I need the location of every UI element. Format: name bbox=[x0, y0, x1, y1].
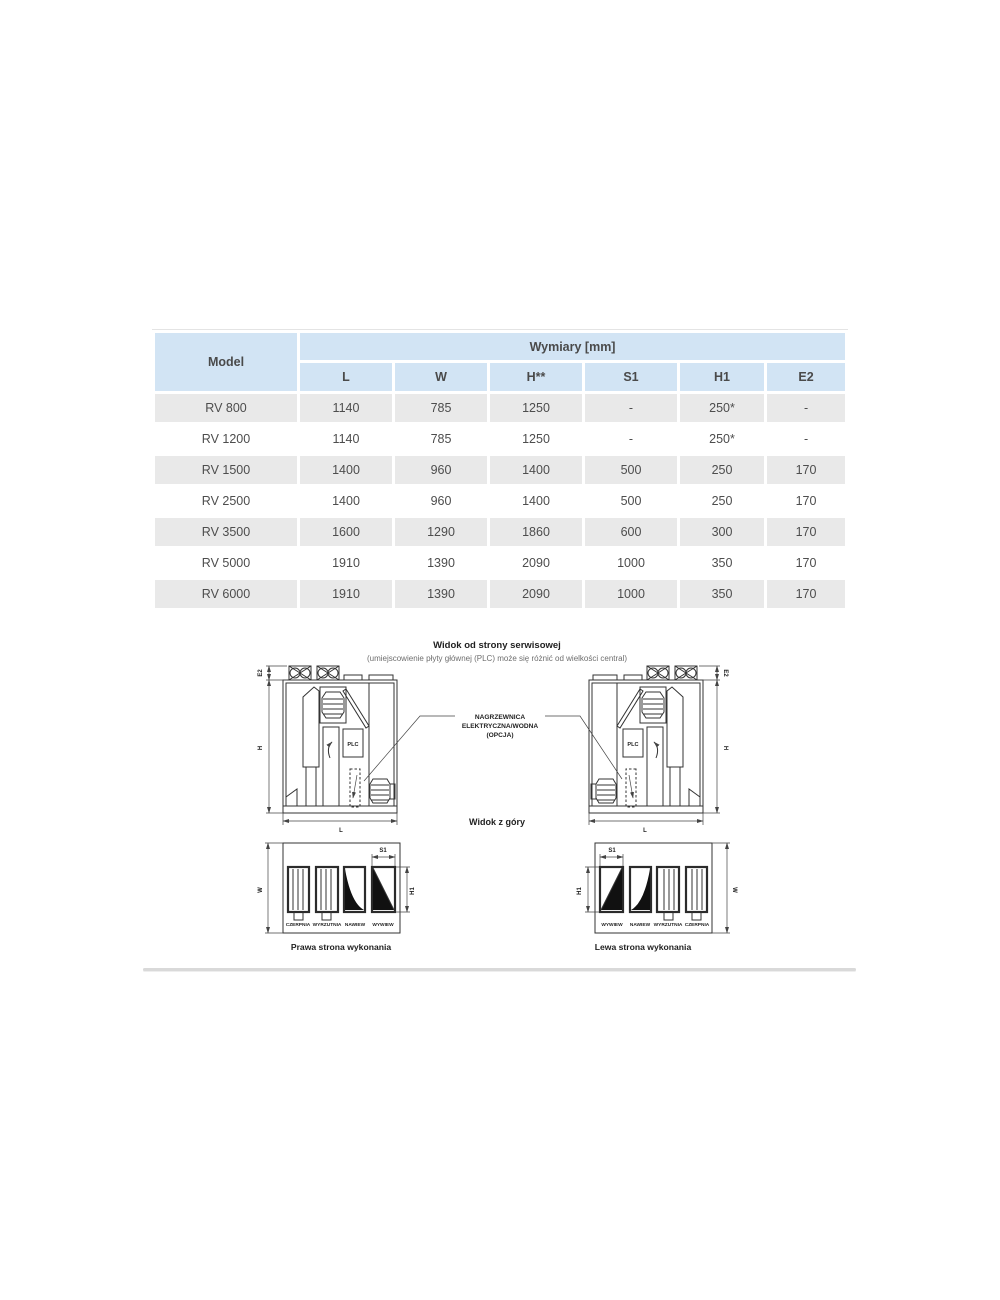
value-cell: 250 bbox=[680, 456, 764, 484]
model-cell: RV 2500 bbox=[155, 487, 297, 515]
dim-s1-right-version: S1 bbox=[379, 848, 387, 854]
dim-w-left-version: W bbox=[731, 887, 737, 893]
port-label: WYRZUTNIA bbox=[312, 923, 342, 928]
dim-s1-left-version: S1 bbox=[608, 848, 616, 854]
table-row bbox=[155, 425, 845, 453]
column-header-l: L bbox=[300, 363, 392, 391]
value-cell: 170 bbox=[767, 487, 845, 515]
table-row bbox=[155, 580, 845, 608]
value-cell: 1390 bbox=[395, 580, 487, 608]
value-cell: 170 bbox=[767, 580, 845, 608]
value-cell: 2090 bbox=[490, 580, 582, 608]
table-row bbox=[155, 487, 845, 515]
heater-label-line1: NAGRZEWNICA bbox=[474, 714, 526, 721]
column-header-e2: E2 bbox=[767, 363, 845, 391]
service-view-right-unit-drawing bbox=[589, 666, 720, 825]
port-label: WYWIEW bbox=[601, 923, 623, 928]
value-cell: 350 bbox=[680, 580, 764, 608]
value-cell: 960 bbox=[395, 456, 487, 484]
top-view-right-version-drawing bbox=[265, 843, 410, 933]
model-column-header: Model bbox=[155, 333, 297, 391]
value-cell: 1910 bbox=[300, 580, 392, 608]
value-cell: 170 bbox=[767, 456, 845, 484]
heater-label-line3: (OPCJA) bbox=[486, 732, 514, 739]
dim-w-right-version: W bbox=[258, 887, 264, 893]
port-label: NAWIEW bbox=[629, 923, 651, 928]
dim-l-right: L bbox=[643, 828, 647, 834]
table-row bbox=[155, 518, 845, 546]
plc-label-left: PLC bbox=[347, 742, 359, 748]
model-cell: RV 800 bbox=[155, 394, 297, 422]
left-version-caption: Lewa strona wykonania bbox=[594, 942, 692, 952]
value-cell: 1600 bbox=[300, 518, 392, 546]
value-cell: 1860 bbox=[490, 518, 582, 546]
value-cell: 1250 bbox=[490, 394, 582, 422]
value-cell: 500 bbox=[585, 456, 677, 484]
dim-h-right: H bbox=[722, 745, 728, 751]
port-label: CZERPNIA bbox=[285, 923, 311, 928]
value-cell: 1400 bbox=[300, 456, 392, 484]
value-cell: 250 bbox=[680, 487, 764, 515]
value-cell: 500 bbox=[585, 487, 677, 515]
dimensions-group-header: Wymiary [mm] bbox=[300, 333, 845, 360]
dim-l-left: L bbox=[339, 828, 343, 834]
value-cell: 785 bbox=[395, 394, 487, 422]
value-cell: 250* bbox=[680, 394, 764, 422]
section-divider bbox=[143, 968, 856, 971]
table-row bbox=[155, 549, 845, 577]
service-view-left-unit-drawing bbox=[266, 666, 397, 825]
value-cell: - bbox=[585, 425, 677, 453]
value-cell: 1400 bbox=[490, 456, 582, 484]
model-cell: RV 1200 bbox=[155, 425, 297, 453]
table-row bbox=[155, 394, 845, 422]
dim-e2-left: E2 bbox=[258, 669, 264, 677]
model-cell: RV 3500 bbox=[155, 518, 297, 546]
port-label: NAWIEW bbox=[344, 923, 366, 928]
service-view-subtitle: (umiejscowienie płyty głównej (PLC) może się różnić od wielkości central) bbox=[366, 654, 628, 663]
service-view-title: Widok od strony serwisowej bbox=[433, 640, 561, 651]
port-label: WYWIEW bbox=[372, 923, 394, 928]
value-cell: 1910 bbox=[300, 549, 392, 577]
value-cell: 785 bbox=[395, 425, 487, 453]
dimensions-table-section bbox=[152, 329, 848, 611]
value-cell: 1140 bbox=[300, 425, 392, 453]
heater-leader-left bbox=[364, 716, 455, 781]
value-cell: - bbox=[767, 425, 845, 453]
column-header-h: H** bbox=[490, 363, 582, 391]
value-cell: - bbox=[585, 394, 677, 422]
dim-h-left: H bbox=[258, 745, 264, 751]
column-header-w: W bbox=[395, 363, 487, 391]
value-cell: 300 bbox=[680, 518, 764, 546]
value-cell: 350 bbox=[680, 549, 764, 577]
value-cell: 250* bbox=[680, 425, 764, 453]
dim-h1-left-version: H1 bbox=[577, 887, 583, 895]
model-cell: RV 1500 bbox=[155, 456, 297, 484]
value-cell: 1000 bbox=[585, 549, 677, 577]
heater-label-line2: ELEKTRYCZNA/WODNA bbox=[461, 723, 539, 730]
table-body bbox=[155, 394, 845, 608]
value-cell: - bbox=[767, 394, 845, 422]
model-cell: RV 5000 bbox=[155, 549, 297, 577]
value-cell: 170 bbox=[767, 549, 845, 577]
value-cell: 2090 bbox=[490, 549, 582, 577]
value-cell: 1000 bbox=[585, 580, 677, 608]
port-label: CZERPNIA bbox=[684, 923, 710, 928]
value-cell: 170 bbox=[767, 518, 845, 546]
value-cell: 1400 bbox=[490, 487, 582, 515]
column-header-s1: S1 bbox=[585, 363, 677, 391]
dim-e2-right: E2 bbox=[722, 669, 728, 677]
column-header-h1: H1 bbox=[680, 363, 764, 391]
right-version-caption: Prawa strona wykonania bbox=[290, 942, 392, 952]
value-cell: 1140 bbox=[300, 394, 392, 422]
top-view-left-version-drawing bbox=[585, 843, 730, 933]
technical-drawings bbox=[0, 630, 1000, 960]
value-cell: 600 bbox=[585, 518, 677, 546]
port-label: WYRZUTNIA bbox=[653, 923, 683, 928]
table-row bbox=[155, 456, 845, 484]
value-cell: 1250 bbox=[490, 425, 582, 453]
heater-leader-right bbox=[545, 716, 622, 779]
value-cell: 960 bbox=[395, 487, 487, 515]
value-cell: 1290 bbox=[395, 518, 487, 546]
dim-h1-right-version: H1 bbox=[410, 887, 416, 895]
top-view-title: Widok z góry bbox=[469, 817, 525, 827]
plc-label-right: PLC bbox=[627, 742, 639, 748]
value-cell: 1400 bbox=[300, 487, 392, 515]
model-cell: RV 6000 bbox=[155, 580, 297, 608]
dimensions-table bbox=[152, 330, 848, 611]
value-cell: 1390 bbox=[395, 549, 487, 577]
